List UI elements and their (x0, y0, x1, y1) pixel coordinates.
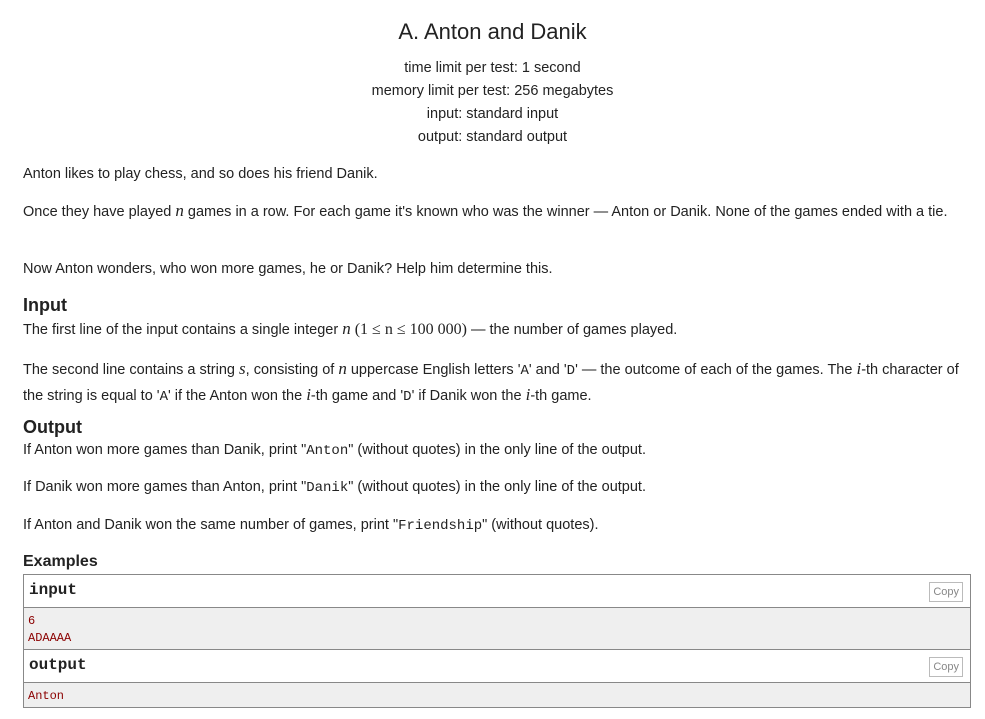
example-output-line: Anton (28, 689, 65, 703)
copy-input-button[interactable]: Copy (929, 582, 963, 602)
output-section-title: Output (23, 417, 82, 437)
input-line-1: The first line of the input contains a single integer n (1 ≤ n ≤ 100 000) — the number of games played. (23, 319, 678, 338)
examples-title: Examples (23, 553, 98, 570)
example-input-label: input (29, 581, 78, 599)
example-output-header (24, 650, 970, 683)
statement-paragraph-1: Anton likes to play chess, and so does his friend Danik. (23, 166, 378, 182)
example-input-line: ADAAAA (28, 631, 72, 645)
input-section-title: Input (23, 295, 67, 315)
copy-output-button[interactable]: Copy (929, 657, 963, 677)
output-line-1: If Anton won more games than Danik, print "Anton" (without quotes) in the only line of the output. (23, 442, 646, 459)
example-output-box (23, 649, 971, 708)
example-input-line: 6 (28, 614, 36, 628)
statement-paragraph-3: Now Anton wonders, who won more games, he or Danik? Help him determine this. (23, 261, 553, 277)
example-output-label: output (29, 656, 87, 674)
input-type: input: standard input (426, 106, 559, 122)
output-line-2: If Danik won more games than Anton, print "Danik" (without quotes) in the only line of the output. (23, 479, 646, 496)
problem-title: A. Anton and Danik (398, 19, 587, 44)
output-line-3: If Anton and Danik won the same number of games, print "Friendship" (without quotes). (23, 517, 599, 534)
input-line-2: The second line contains a string s, consisting of n uppercase English letters 'A' and 'D' — the outcome of each of the games. The i-th character of the string is equal to 'A' if the Anton won the i-th game and 'D' if Danik won the i-th game. (23, 359, 959, 405)
example-input-box (23, 574, 971, 650)
example-input-content (24, 608, 970, 651)
statement-paragraph-2: Once they have played n games in a row. For each game it's known who was the winner — Anton or Danik. None of the games ended with a tie. (23, 201, 948, 220)
example-output-content (24, 683, 970, 709)
memory-limit: memory limit per test: 256 megabytes (371, 83, 614, 99)
time-limit: time limit per test: 1 second (404, 60, 581, 76)
example-input-header (24, 575, 970, 608)
output-type: output: standard output (417, 129, 568, 145)
